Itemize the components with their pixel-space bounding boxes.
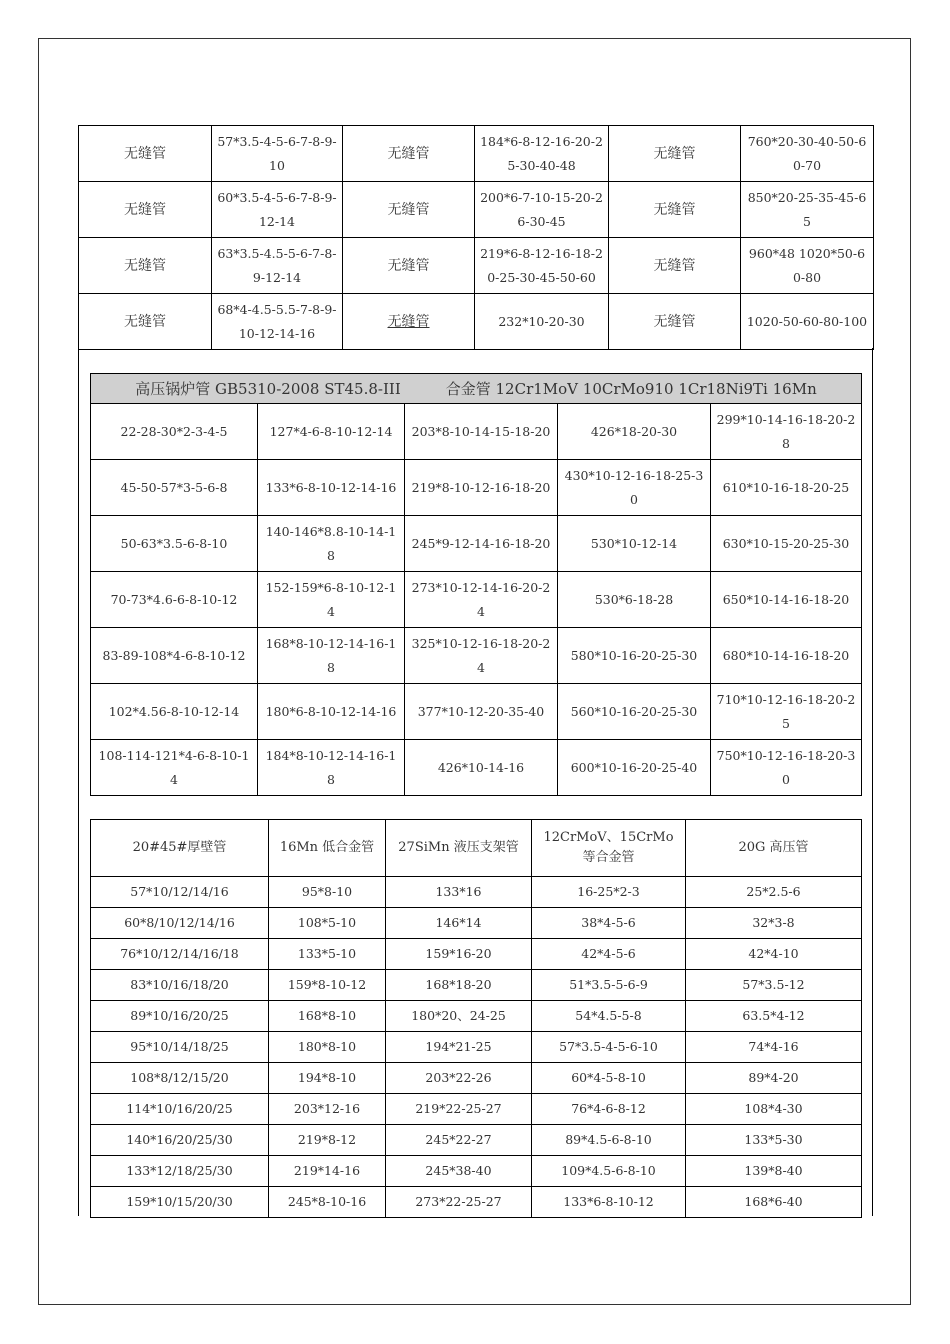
table-row: [91, 460, 862, 516]
table-row: [91, 404, 862, 460]
pipe-spec-cell: 219*6-8-12-16-18-20-25-30-45-50-60: [475, 238, 609, 294]
pipe-spec-cell: 95*10/14/18/25: [91, 1032, 269, 1063]
pipe-spec-cell: 152-159*6-8-10-12-14: [258, 572, 405, 628]
pipe-spec-cell: 168*18-20: [386, 970, 532, 1001]
pipe-type-cell: 无缝管: [609, 126, 741, 182]
pipe-spec-cell: 57*3.5-4-5-6-10: [532, 1032, 686, 1063]
table-row: [91, 684, 862, 740]
pipe-spec-cell: 203*22-26: [386, 1063, 532, 1094]
pipe-spec-cell: 219*8-12: [269, 1125, 386, 1156]
pipe-type-cell: 无缝管: [609, 182, 741, 238]
pipe-spec-cell: 109*4.5-6-8-10: [532, 1156, 686, 1187]
pipe-spec-cell: 70-73*4.6-6-8-10-12: [91, 572, 258, 628]
pipe-spec-cell: 159*8-10-12: [269, 970, 386, 1001]
high-pressure-boiler-pipe-table: [90, 373, 862, 796]
pipe-spec-cell: 245*22-27: [386, 1125, 532, 1156]
thick-wall-alloy-pipe-table: [90, 819, 862, 1218]
pipe-spec-cell: 63*3.5-4.5-5-6-7-8-9-12-14: [212, 238, 343, 294]
pipe-spec-cell: 68*4-4.5-5.5-7-8-9-10-12-14-16: [212, 294, 343, 350]
pipe-spec-cell: 133*6-8-10-12: [532, 1187, 686, 1218]
table-row: [91, 628, 862, 684]
boiler-pipe-heading: 高压锅炉管 GB5310-2008 ST45.8-III 合金管 12Cr1MoV 10CrMo910 1Cr18Ni9Ti 16Mn: [91, 374, 862, 404]
pipe-spec-cell: 219*22-25-27: [386, 1094, 532, 1125]
pipe-spec-cell: 710*10-12-16-18-20-25: [711, 684, 862, 740]
seamless-pipe-table: [78, 125, 874, 350]
pipe-spec-cell: 95*8-10: [269, 877, 386, 908]
pipe-type-cell: 无缝管: [343, 294, 475, 350]
pipe-type-cell: 无缝管: [609, 238, 741, 294]
pipe-spec-cell: 273*22-25-27: [386, 1187, 532, 1218]
pipe-spec-cell: 203*8-10-14-15-18-20: [405, 404, 558, 460]
pipe-spec-cell: 57*10/12/14/16: [91, 877, 269, 908]
table-row: [91, 740, 862, 796]
pipe-spec-cell: 42*4-5-6: [532, 939, 686, 970]
pipe-spec-cell: 25*2.5-6: [686, 877, 862, 908]
pipe-spec-cell: 850*20-25-35-45-65: [741, 182, 874, 238]
table-row: [91, 877, 862, 908]
column-header: 20G 高压管: [686, 820, 862, 877]
pipe-spec-cell: 108*5-10: [269, 908, 386, 939]
table-row: [91, 1001, 862, 1032]
pipe-spec-cell: 750*10-12-16-18-20-30: [711, 740, 862, 796]
table-row: [91, 939, 862, 970]
table-row: [91, 572, 862, 628]
pipe-spec-cell: 42*4-10: [686, 939, 862, 970]
table-row: [79, 294, 874, 350]
pipe-spec-cell: 108-114-121*4-6-8-10-14: [91, 740, 258, 796]
column-header: 27SiMn 液压支架管: [386, 820, 532, 877]
pipe-spec-cell: 426*10-14-16: [405, 740, 558, 796]
pipe-spec-cell: 114*10/16/20/25: [91, 1094, 269, 1125]
pipe-spec-cell: 159*16-20: [386, 939, 532, 970]
pipe-spec-cell: 760*20-30-40-50-60-70: [741, 126, 874, 182]
pipe-spec-cell: 60*3.5-4-5-6-7-8-9-12-14: [212, 182, 343, 238]
pipe-spec-cell: 133*12/18/25/30: [91, 1156, 269, 1187]
table-row: [91, 1032, 862, 1063]
pipe-spec-cell: 133*6-8-10-12-14-16: [258, 460, 405, 516]
pipe-spec-cell: 530*6-18-28: [558, 572, 711, 628]
pipe-spec-cell: 16-25*2-3: [532, 877, 686, 908]
pipe-type-cell: 无缝管: [79, 294, 212, 350]
pipe-type-cell: 无缝管: [79, 126, 212, 182]
pipe-spec-cell: 63.5*4-12: [686, 1001, 862, 1032]
pipe-spec-cell: 200*6-7-10-15-20-26-30-45: [475, 182, 609, 238]
table-row: [79, 126, 874, 182]
pipe-spec-cell: 219*14-16: [269, 1156, 386, 1187]
pipe-spec-cell: 22-28-30*2-3-4-5: [91, 404, 258, 460]
pipe-spec-cell: 54*4.5-5-8: [532, 1001, 686, 1032]
pipe-spec-cell: 51*3.5-5-6-9: [532, 970, 686, 1001]
pipe-spec-cell: 325*10-12-16-18-20-24: [405, 628, 558, 684]
pipe-spec-cell: 219*8-10-12-16-18-20: [405, 460, 558, 516]
pipe-spec-cell: 610*10-16-18-20-25: [711, 460, 862, 516]
pipe-type-cell: 无缝管: [609, 294, 741, 350]
table-row: [91, 1187, 862, 1218]
pipe-spec-cell: 57*3.5-12: [686, 970, 862, 1001]
table-row: [79, 182, 874, 238]
table-row: [91, 1156, 862, 1187]
pipe-spec-cell: 60*8/10/12/14/16: [91, 908, 269, 939]
pipe-spec-cell: 184*6-8-12-16-20-25-30-40-48: [475, 126, 609, 182]
pipe-spec-cell: 45-50-57*3-5-6-8: [91, 460, 258, 516]
pipe-spec-cell: 630*10-15-20-25-30: [711, 516, 862, 572]
pipe-spec-cell: 57*3.5-4-5-6-7-8-9-10: [212, 126, 343, 182]
pipe-spec-cell: 299*10-14-16-18-20-28: [711, 404, 862, 460]
pipe-spec-cell: 139*8-40: [686, 1156, 862, 1187]
pipe-spec-cell: 102*4.56-8-10-12-14: [91, 684, 258, 740]
pipe-spec-cell: 32*3-8: [686, 908, 862, 939]
pipe-spec-cell: 76*10/12/14/16/18: [91, 939, 269, 970]
pipe-spec-cell: 159*10/15/20/30: [91, 1187, 269, 1218]
pipe-spec-cell: 140*16/20/25/30: [91, 1125, 269, 1156]
pipe-spec-cell: 194*8-10: [269, 1063, 386, 1094]
pipe-spec-cell: 203*12-16: [269, 1094, 386, 1125]
pipe-spec-cell: 133*5-10: [269, 939, 386, 970]
pipe-spec-cell: 89*4-20: [686, 1063, 862, 1094]
pipe-spec-cell: 140-146*8.8-10-14-18: [258, 516, 405, 572]
column-header: 12CrMoV、15CrMo 等合金管: [532, 820, 686, 877]
pipe-spec-cell: 650*10-14-16-18-20: [711, 572, 862, 628]
pipe-spec-cell: 194*21-25: [386, 1032, 532, 1063]
pipe-spec-cell: 50-63*3.5-6-8-10: [91, 516, 258, 572]
table-header-row: [91, 820, 862, 877]
pipe-spec-cell: 426*18-20-30: [558, 404, 711, 460]
pipe-spec-cell: 146*14: [386, 908, 532, 939]
pipe-spec-cell: 377*10-12-20-35-40: [405, 684, 558, 740]
pipe-spec-cell: 74*4-16: [686, 1032, 862, 1063]
pipe-spec-cell: 273*10-12-14-16-20-24: [405, 572, 558, 628]
pipe-spec-cell: 127*4-6-8-10-12-14: [258, 404, 405, 460]
pipe-type-cell: 无缝管: [343, 126, 475, 182]
pipe-spec-cell: 232*10-20-30: [475, 294, 609, 350]
table-row: [79, 238, 874, 294]
column-header: 16Mn 低合金管: [269, 820, 386, 877]
pipe-spec-cell: 76*4-6-8-12: [532, 1094, 686, 1125]
table-row: [91, 1063, 862, 1094]
table-row: [91, 908, 862, 939]
pipe-spec-cell: 89*10/16/20/25: [91, 1001, 269, 1032]
pipe-spec-cell: 180*6-8-10-12-14-16: [258, 684, 405, 740]
pipe-spec-cell: 168*6-40: [686, 1187, 862, 1218]
table-header-row: [91, 374, 862, 404]
pipe-spec-cell: 133*5-30: [686, 1125, 862, 1156]
pipe-spec-cell: 89*4.5-6-8-10: [532, 1125, 686, 1156]
pipe-spec-cell: 38*4-5-6: [532, 908, 686, 939]
table-row: [91, 970, 862, 1001]
pipe-spec-cell: 180*20、24-25: [386, 1001, 532, 1032]
pipe-spec-cell: 1020-50-60-80-100: [741, 294, 874, 350]
pipe-spec-cell: 530*10-12-14: [558, 516, 711, 572]
pipe-spec-cell: 680*10-14-16-18-20: [711, 628, 862, 684]
pipe-spec-cell: 430*10-12-16-18-25-30: [558, 460, 711, 516]
pipe-spec-cell: 184*8-10-12-14-16-18: [258, 740, 405, 796]
pipe-spec-cell: 245*8-10-16: [269, 1187, 386, 1218]
pipe-spec-cell: 168*8-10-12-14-16-18: [258, 628, 405, 684]
pipe-spec-cell: 560*10-16-20-25-30: [558, 684, 711, 740]
pipe-type-cell: 无缝管: [79, 238, 212, 294]
table-row: [91, 1125, 862, 1156]
pipe-type-cell: 无缝管: [79, 182, 212, 238]
table-row: [91, 516, 862, 572]
pipe-spec-cell: 580*10-16-20-25-30: [558, 628, 711, 684]
pipe-spec-cell: 245*38-40: [386, 1156, 532, 1187]
pipe-spec-cell: 168*8-10: [269, 1001, 386, 1032]
pipe-spec-cell: 180*8-10: [269, 1032, 386, 1063]
pipe-spec-cell: 60*4-5-8-10: [532, 1063, 686, 1094]
pipe-type-cell: 无缝管: [343, 182, 475, 238]
pipe-spec-cell: 83-89-108*4-6-8-10-12: [91, 628, 258, 684]
pipe-spec-cell: 600*10-16-20-25-40: [558, 740, 711, 796]
pipe-spec-cell: 83*10/16/18/20: [91, 970, 269, 1001]
pipe-spec-cell: 108*4-30: [686, 1094, 862, 1125]
pipe-spec-cell: 133*16: [386, 877, 532, 908]
pipe-spec-cell: 245*9-12-14-16-18-20: [405, 516, 558, 572]
pipe-spec-cell: 108*8/12/15/20: [91, 1063, 269, 1094]
pipe-type-cell: 无缝管: [343, 238, 475, 294]
table-row: [91, 1094, 862, 1125]
pipe-spec-cell: 960*48 1020*50-60-80: [741, 238, 874, 294]
column-header: 20#45#厚壁管: [91, 820, 269, 877]
